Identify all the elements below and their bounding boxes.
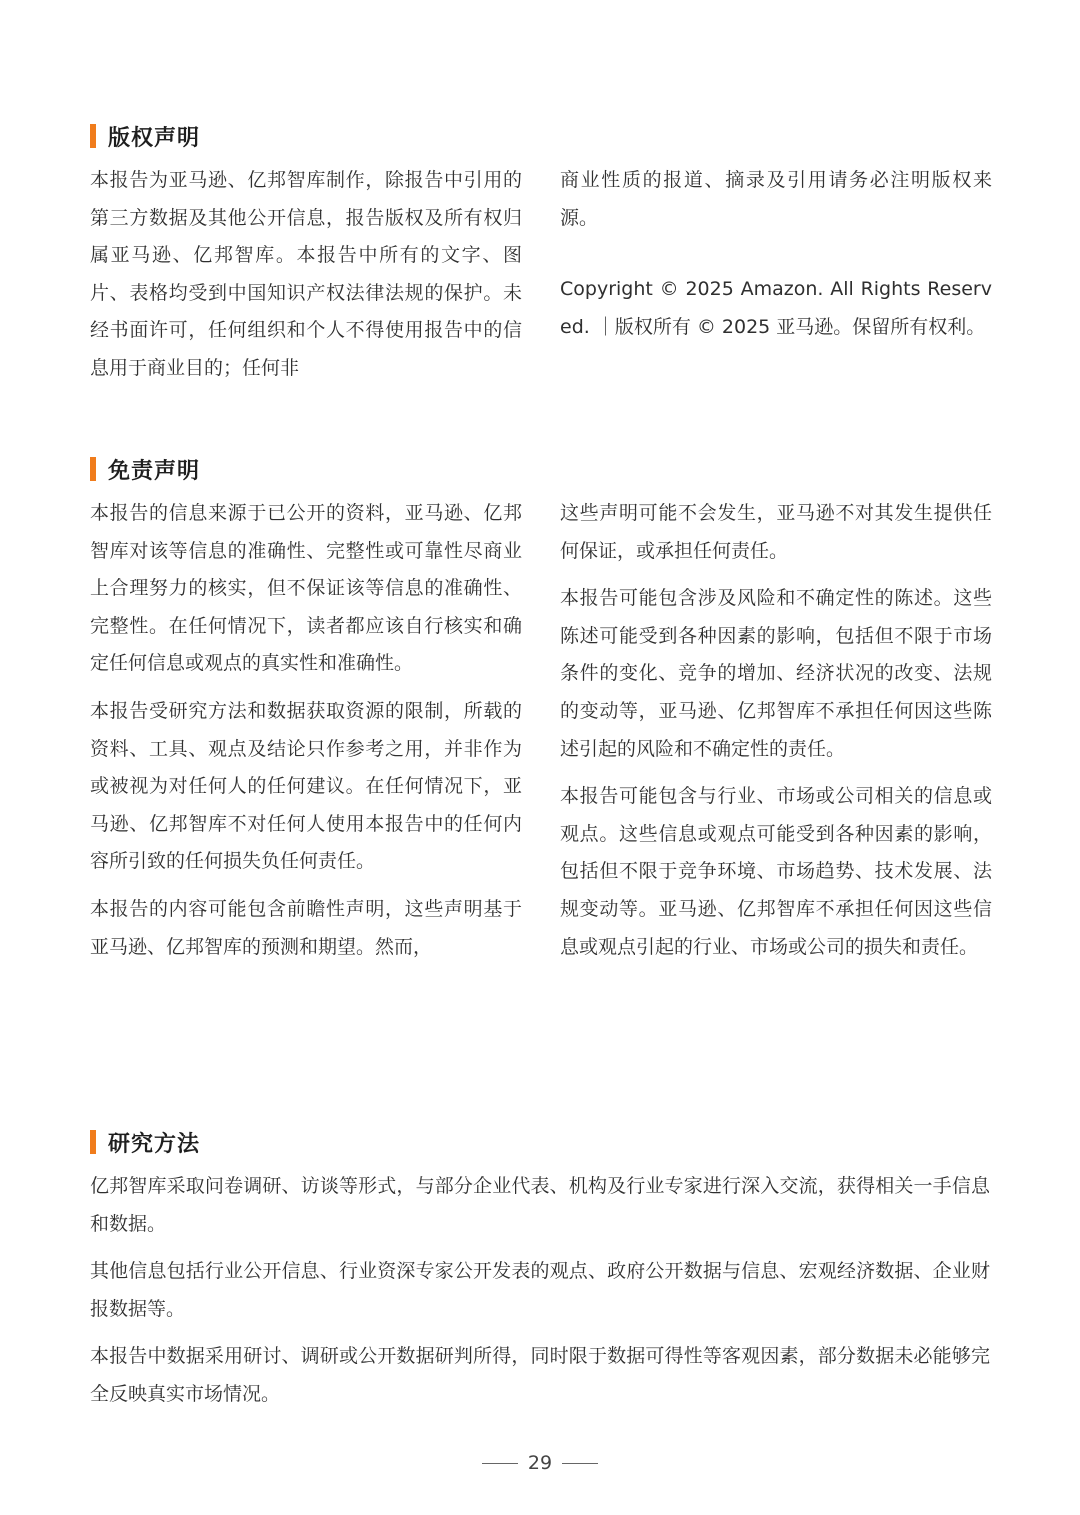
copyright-paragraph: 本报告为亚马逊、亿邦智库制作，除报告中引用的第三方数据及其他公开信息，报告版权及所有权归属亚马逊、亿邦智库。本报告中所有的文字、图片、表格均受到中国知识产权法律法规的保护。未经书面许可，任何组织和个人不得使用报告中的信息用于商业目的；任何非	[90, 169, 522, 379]
disclaimer-right-column	[560, 495, 992, 966]
copyright-right-column	[560, 162, 992, 346]
disclaimer-paragraph: 本报告可能包含与行业、市场或公司相关的信息或观点。这些信息或观点可能受到各种因素的影响，包括但不限于竞争环境、市场趋势、技术发展、法规变动等。亚马逊、亿邦智库不承担任何因这些信息或观点引起的行业、市场或公司的损失和责任。	[560, 785, 992, 958]
disclaimer-left-column	[90, 495, 522, 966]
copyright-notice: Copyright © 2025 Amazon. All Rights Reserved. ｜版权所有 © 2025 亚马逊。保留所有权利。	[560, 278, 992, 338]
disclaimer-paragraph: 本报告受研究方法和数据获取资源的限制，所载的资料、工具、观点及结论只作参考之用，并非作为或被视为对任何人的任何建议。在任何情况下，亚马逊、亿邦智库不对任何人使用本报告中的任何内容所引致的任何损失负任何责任。	[90, 699, 522, 873]
page-number-left-rule	[482, 1463, 518, 1464]
methodology-heading	[90, 1126, 990, 1158]
copyright-left-column	[90, 162, 522, 388]
copyright-paragraph: 商业性质的报道、摘录及引用请务必注明版权来源。	[560, 169, 992, 229]
disclaimer-section	[90, 453, 992, 958]
disclaimer-heading-text: 免责声明	[108, 458, 201, 484]
disclaimer-paragraph: 本报告的内容可能包含前瞻性声明，这些声明基于亚马逊、亿邦智库的预测和期望。然而，	[90, 897, 522, 958]
methodology-heading-text: 研究方法	[108, 1131, 201, 1157]
copyright-heading	[90, 120, 990, 152]
heading-accent-bar	[90, 1130, 96, 1154]
disclaimer-paragraph: 这些声明可能不会发生，亚马逊不对其发生提供任何保证，或承担任何责任。	[560, 502, 992, 562]
methodology-body	[90, 1168, 990, 1414]
methodology-section	[90, 1126, 990, 1414]
page-number: 29	[527, 1452, 553, 1474]
heading-accent-bar	[90, 457, 96, 481]
methodology-paragraph: 本报告中数据采用研讨、调研或公开数据研判所得，同时限于数据可得性等客观因素，部分数据未必能够完全反映真实市场情况。	[90, 1345, 990, 1405]
page-number-footer	[0, 1452, 1080, 1474]
methodology-paragraph: 亿邦智库采取问卷调研、访谈等形式，与部分企业代表、机构及行业专家进行深入交流，获得相关一手信息和数据。	[90, 1175, 990, 1235]
page-number-right-rule	[562, 1463, 598, 1464]
methodology-paragraph: 其他信息包括行业公开信息、行业资深专家公开发表的观点、政府公开数据与信息、宏观经济数据、企业财报数据等。	[90, 1260, 990, 1320]
disclaimer-paragraph: 本报告可能包含涉及风险和不确定性的陈述。这些陈述可能受到各种因素的影响，包括但不限于市场条件的变化、竞争的增加、经济状况的改变、法规的变动等，亚马逊、亿邦智库不承担任何因这些陈述引起的风险和不确定性的责任。	[560, 587, 992, 760]
disclaimer-heading	[90, 453, 990, 485]
heading-accent-bar	[90, 124, 96, 148]
copyright-section	[90, 120, 992, 379]
copyright-heading-text: 版权声明	[108, 125, 201, 151]
disclaimer-paragraph: 本报告的信息来源于已公开的资料，亚马逊、亿邦智库对该等信息的准确性、完整性或可靠性尽商业上合理努力的核实，但不保证该等信息的准确性、完整性。在任何情况下，读者都应该自行核实和确定任何信息或观点的真实性和准确性。	[90, 502, 522, 675]
